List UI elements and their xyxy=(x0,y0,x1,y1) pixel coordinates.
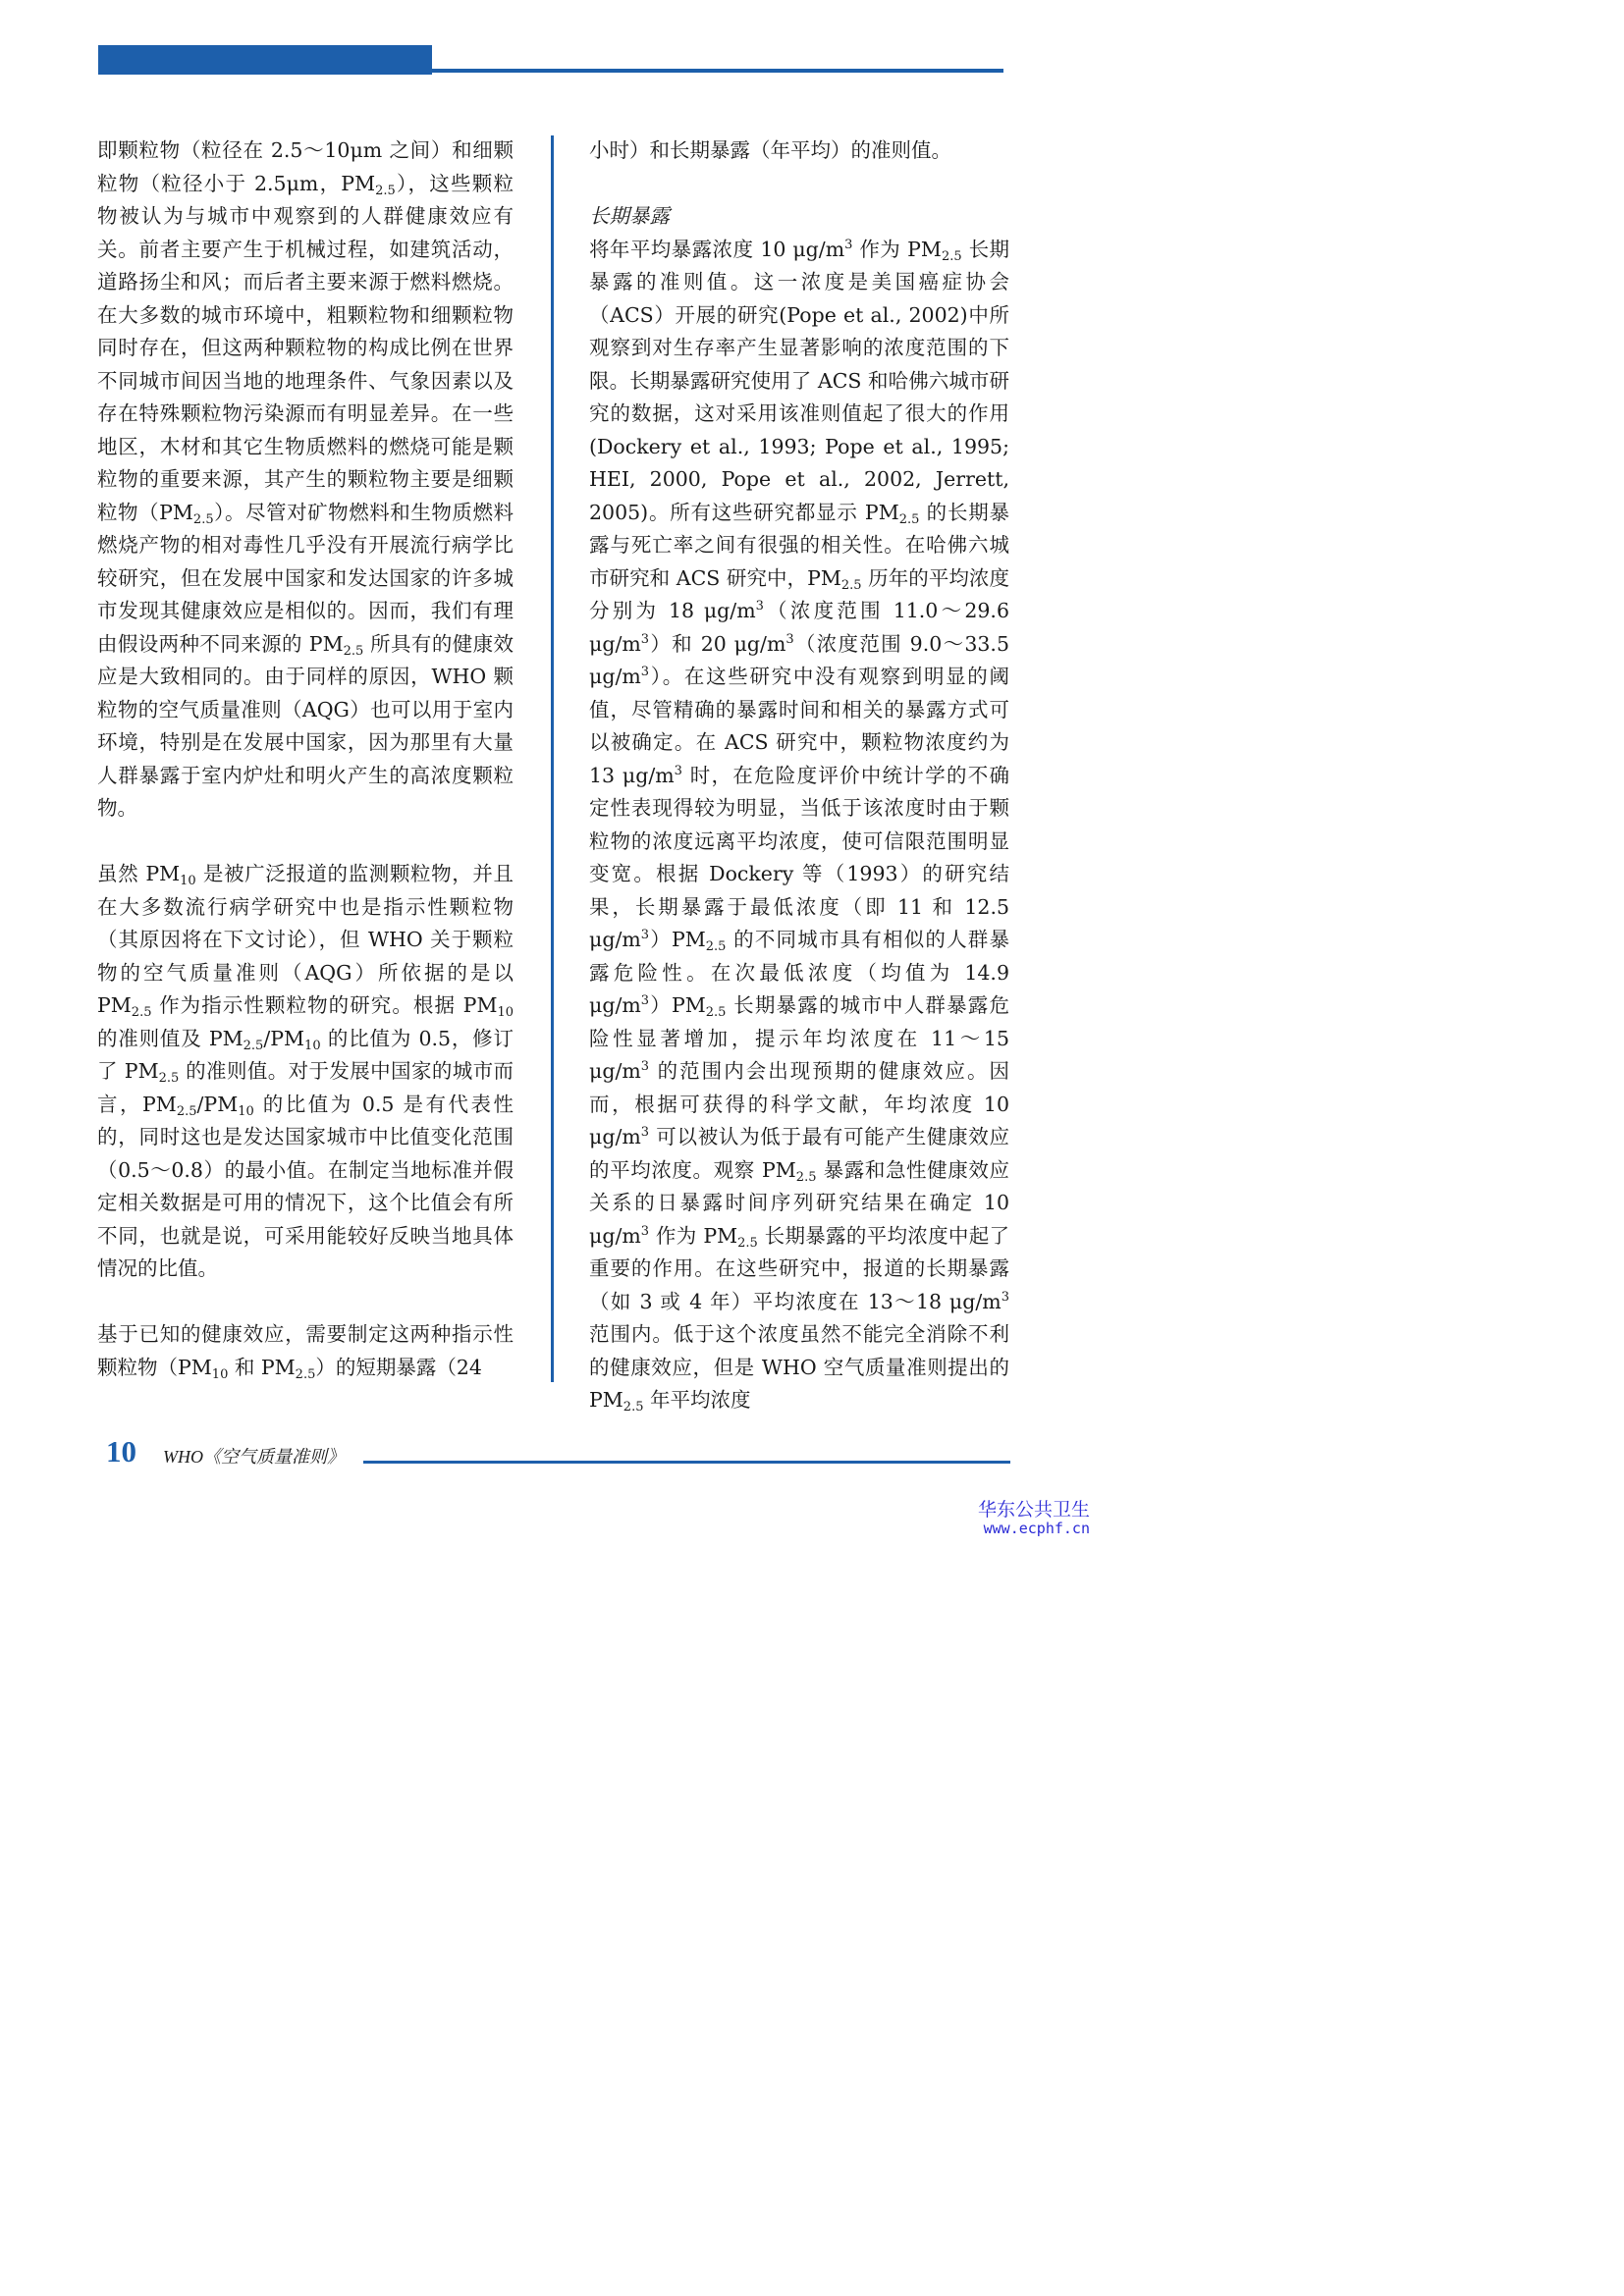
footer-rule xyxy=(363,1461,1010,1464)
watermark-url: www.ecphf.cn xyxy=(983,1520,1090,1537)
left-column xyxy=(97,134,514,1384)
paragraph-particle-sources: 即颗粒物（粒径在 2.5～10μm 之间）和细颗粒物（粒径小于 2.5μm，$PM_{2.5}$），这些颗粒物被认为与城市中观察到的人群健康效应有关。前者主要产生于机械过程，如建筑活动，道路扬尘和风；而后者主要来源于燃料燃烧。在大多数的城市环境中，粗颗粒物和细颗粒物同时存在，但这两种颗粒物的构成比例在世界不同城市间因当地的地理条件、气象因素以及存在特殊颗粒物污染源而有明显差异。在一些地区，木材和其它生物质燃料的燃烧可能是颗粒物的重要来源，其产生的颗粒物主要是细颗粒物$(PM_{2.5})$。尽管对矿物燃料和生物质燃料燃烧产物的相对毒性几乎没有开展流行病学比较研究，但在发展中国家和发达国家的许多城市发现其健康效应是相似的。因而，我们有理由假设两种不同来源的 $PM_{2.5}$ 所具有的健康效应是大致相同的。由于同样的原因，WHO 颗粒物的空气质量准则（AQG）也可以用于室内环境，特别是在发展中国家，因为那里有大量人群暴露于室内炉灶和明火产生的高浓度颗粒物。 xyxy=(97,138,514,820)
right-column xyxy=(589,134,1009,1417)
section-heading-long-term: 长期暴露 xyxy=(589,204,670,228)
column-divider xyxy=(551,135,554,1382)
paragraph-long-term-exposure: 将年平均暴露浓度 10 $\mu g/m^3$ 作为 $PM_{2.5}$ 长期暴露的准则值。这一浓度是美国癌症协会（ACS）开展的研究(Pope et al., 2002)中所观察到对生存率产生显著影响的浓度范围的下限。长期暴露研究使用了 ACS 和哈佛六城市研究的数据，这对采用该准则值起了很大的作用 (Dockery et al., 1993; Pope et al., 1995; HEI, 2000, Pope et al., 2002, Jerrett, 2005)。所有这些研究都显示 $PM_{2.5}$ 的长期暴露与死亡率之间有很强的相关性。在哈佛六城市研究和 ACS 研究中，$PM_{2.5}$ 历年的平均浓度分别为 18 $\mu g/m^3$（浓度范围 11.0～29.6 $\mu g/m^3$）和 20 $\mu g/m^3$（浓度范围 9.0～33.5 $\mu g/m^3$）。在这些研究中没有观察到明显的阈值，尽管精确的暴露时间和相关的暴露方式可以被确定。在 ACS 研究中，颗粒物浓度约为 13 $\mu g/m^3$ 时，在危险度评价中统计学的不确定性表现得较为明显，当低于该浓度时由于颗粒物的浓度远离平均浓度，使可信限范围明显变宽。根据 Dockery 等（1993）的研究结果，长期暴露于最低浓度（即 11 和 12.5 $\mu g/m^3)PM_{2.5}$ 的不同城市具有相似的人群暴露危险性。在次最低浓度（均值为 14.9 $\mu g/m^3)PM_{2.5}$ 长期暴露的城市中人群暴露危险性显著增加，提示年均浓度在 11～15 $\mu g/m^3$ 的范围内会出现预期的健康效应。因而，根据可获得的科学文献，年均浓度 10 $\mu g/m^3$ 可以被认为低于最有可能产生健康效应的平均浓度。观察 $PM_{2.5}$ 暴露和急性健康效应关系的日暴露时间序列研究结果在确定 10 $\mu g/m^3$ 作为 $PM_{2.5}$ 长期暴露的平均浓度中起了重要的作用。在这些研究中，报道的长期暴露（如 3 或 4 年）平均浓度在 13～18 $\mu g/m^3$ 范围内。低于这个浓度虽然不能完全消除不利的健康效应，但是 WHO 空气质量准则提出的 $PM_{2.5}$ 年平均浓度 xyxy=(589,237,1010,1415)
paragraph-guideline-basis: 基于已知的健康效应，需要制定这两种指示性颗粒物（$PM_{10}$ 和 $PM_{2.5}$）的短期暴露（24 xyxy=(97,1322,514,1382)
header-rule xyxy=(98,69,1003,73)
paragraph-continuation: 小时）和长期暴露（年平均）的准则值。 xyxy=(589,138,951,162)
paragraph-pm-indicator: 虽然 $PM_{10}$ 是被广泛报道的监测颗粒物，并且在大多数流行病学研究中也是指示性颗粒物（其原因将在下文讨论），但 WHO 关于颗粒物的空气质量准则（AQG）所依据的是以 $PM_{2.5}$ 作为指示性颗粒物的研究。根据 $PM_{10}$ 的准则值及 $PM_{2.5}/PM_{10}$ 的比值为 0.5，修订了 $PM_{2.5}$ 的准则值。对于发展中国家的城市而言，$PM_{2.5}/PM_{10}$ 的比值为 0.5 是有代表性的，同时这也是发达国家城市中比值变化范围（0.5～0.8）的最小值。在制定当地标准并假定相关数据是可用的情况下，这个比值会有所不同，也就是说，可采用能较好反映当地具体情况的比值。 xyxy=(97,862,514,1280)
running-title: WHO《空气质量准则》 xyxy=(163,1447,345,1467)
watermark-site-name: 华东公共卫生 xyxy=(977,1499,1090,1521)
page-number: 10 xyxy=(106,1434,136,1468)
